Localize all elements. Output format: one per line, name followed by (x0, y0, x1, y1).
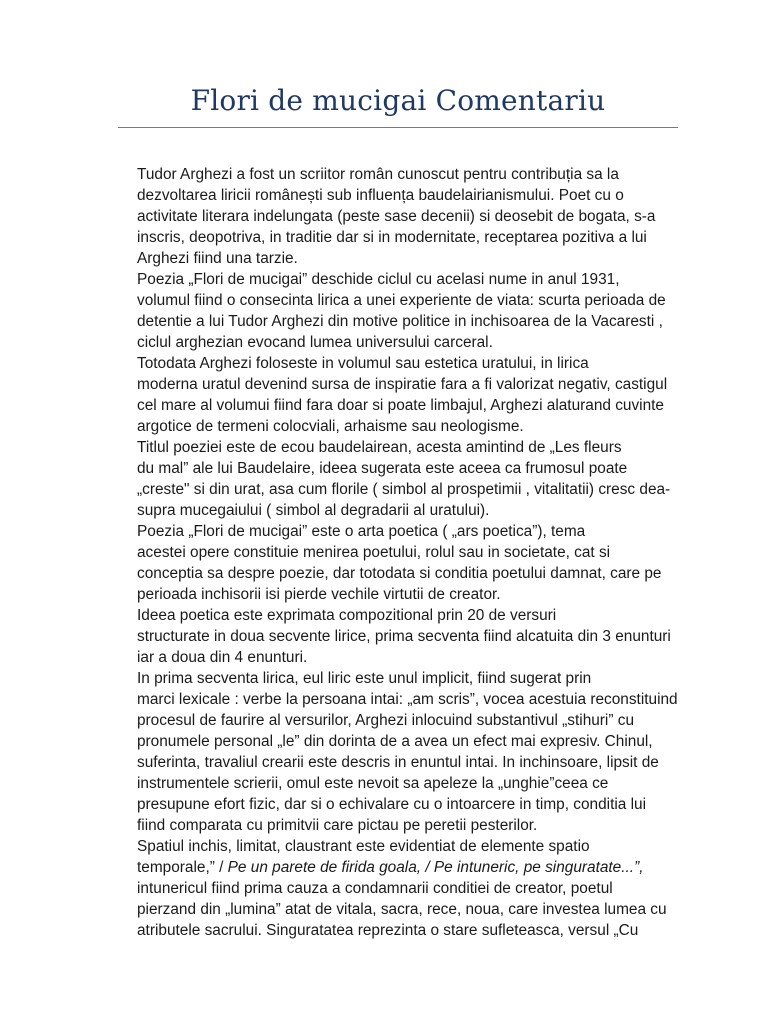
paragraph-1 (118, 164, 693, 269)
paragraph-4 (118, 437, 693, 521)
text-line: Titlul poeziei este de ecou baudelairean, acesta amintind de „Les fleurs (137, 439, 622, 456)
text-line: structurate in doua secvente lirice, prima secventa fiind alcatuita din 3 enunturi (137, 628, 671, 645)
paragraph-6 (118, 605, 693, 668)
text-line: Poezia „Flori de mucigai” este o arta poetica ( „ars poetica”), tema (137, 523, 586, 540)
paragraph-7 (118, 668, 693, 836)
text-line-with-quote (118, 857, 693, 878)
text-line: fiind comparata cu primitvii care pictau pe peretii pesterilor. (137, 817, 538, 834)
text-line: atributele sacrului. Singuratatea reprezinta o stare sufleteasca, versul „Cu (137, 922, 639, 939)
text-line: „creste" si din urat, asa cum florile ( simbol al prospetimii , vitalitatii) cresc dea- (137, 481, 671, 498)
text-line: Spatiul inchis, limitat, claustrant este evidentiat de elemente spatio (137, 838, 590, 855)
paragraph-3 (118, 353, 693, 437)
text-line: supra mucegaiului ( simbol al degradarii al uratului). (137, 502, 490, 519)
text-line: procesul de faurire al versurilor, Arghezi inlocuind substantivul „stihuri” cu (137, 712, 635, 729)
paragraph-5 (118, 521, 693, 605)
text-line: Tudor Arghezi a fost un scriitor român cunoscut pentru contribuția sa la (137, 166, 619, 183)
text-line: Ideea poetica este exprimata compozitional prin 20 de versuri (137, 607, 557, 624)
poem-quote: Pe un parete de firida goala, / Pe intuneric, pe singuratate...”, (227, 859, 644, 876)
text-line: presupune efort fizic, dar si o echivalare cu o intoarcere in timp, conditia lui (137, 796, 647, 813)
text-line: Totodata Arghezi foloseste in volumul sau estetica uratului, in lirica (137, 355, 589, 372)
text-fragment: temporale,” / (137, 859, 228, 876)
text-line: du mal” ale lui Baudelaire, ideea sugerata este aceea ca frumosul poate (137, 460, 628, 477)
text-line: pronumele personal „le” din dorinta de a avea un efect mai expresiv. Chinul, (137, 733, 653, 750)
text-line: intunericul fiind prima cauza a condamnarii conditiei de creator, poetul (137, 880, 613, 897)
text-line: activitate literara indelungata (peste sase decenii) si deosebit de bogata, s-a (137, 208, 656, 225)
title-underline (118, 127, 678, 128)
document-body (118, 164, 693, 941)
paragraph-2 (118, 269, 693, 353)
text-line: dezvoltarea liricii românești sub influența baudelairianismului. Poet cu o (137, 187, 624, 204)
text-line: Poezia „Flori de mucigai” deschide ciclul cu acelasi nume in anul 1931, (137, 271, 620, 288)
text-line: volumul fiind o consecinta lirica a unei experiente de viata: scurta perioada de (137, 292, 666, 309)
text-line: conceptia sa despre poezie, dar totodata si conditia poetului damnat, care pe (137, 565, 662, 582)
text-line: suferinta, travaliul crearii este descris in enuntul intai. In inchinsoare, lipsit de (137, 754, 659, 771)
text-line: detentie a lui Tudor Arghezi din motive politice in inchisoarea de la Vacaresti , (137, 313, 663, 330)
text-line: perioada inchisorii isi pierde vechile virtutii de creator. (137, 586, 501, 603)
text-line: Arghezi fiind una tarzie. (137, 250, 298, 267)
text-line: marci lexicale : verbe la persoana intai: „am scris”, vocea acestuia reconstituind (137, 691, 678, 708)
text-line: acestei opere constituie menirea poetului, rolul sau in societate, cat si (137, 544, 611, 561)
page-title: Flori de mucigai Comentariu (190, 84, 606, 117)
text-line: iar a doua din 4 enunturi. (137, 649, 308, 666)
text-line: instrumentele scrierii, omul este nevoit sa apeleze la „unghie”ceea ce (137, 775, 609, 792)
text-line: moderna uratul devenind sursa de inspiratie fara a fi valorizat negativ, castigul (137, 376, 668, 393)
text-line: argotice de termeni colocviali, arhaisme sau neologisme. (137, 418, 524, 435)
text-line: inscris, deopotriva, in traditie dar si in modernitate, receptarea pozitiva a lui (137, 229, 647, 246)
text-line: pierzand din „lumina” atat de vitala, sacra, rece, noua, care investea lumea cu (137, 901, 667, 918)
text-line: ciclul arghezian evocand lumea universului carceral. (137, 334, 493, 351)
text-line: In prima secventa lirica, eul liric este unul implicit, fiind sugerat prin (137, 670, 592, 687)
text-line: cel mare al volumui fiind fara doar si poate limbajul, Arghezi alaturand cuvinte (137, 397, 664, 414)
paragraph-8 (118, 836, 693, 941)
